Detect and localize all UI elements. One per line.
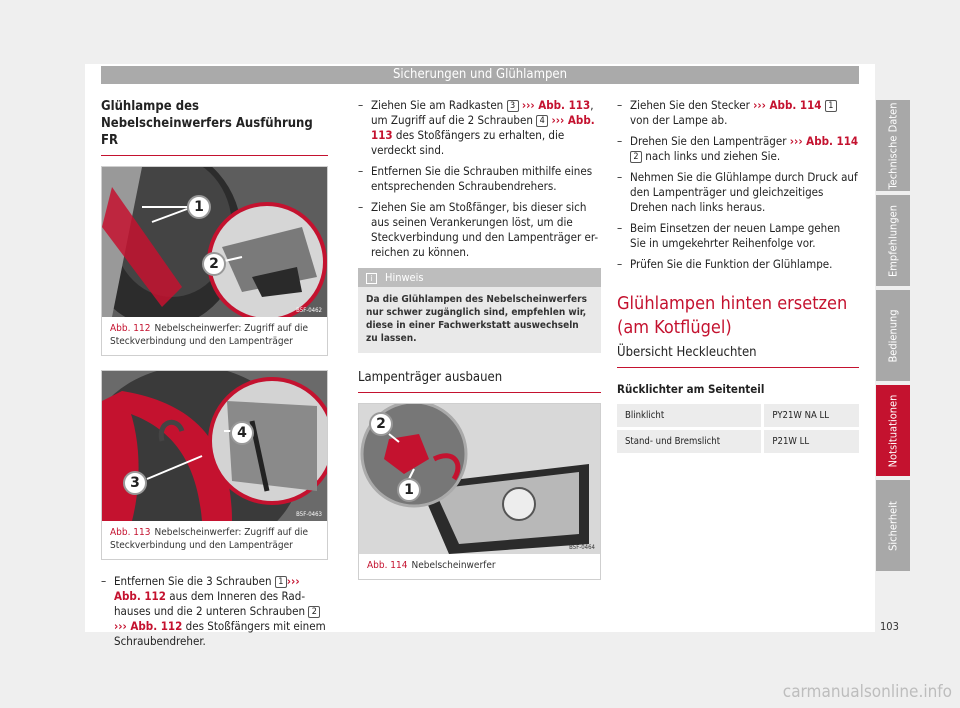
step-list-left: [101, 574, 328, 649]
note-body: Da die Glühlampen des Nebelscheinwerfers nur schwer zugänglich sind, empfehlen wir, diese in einer Fachwerkstatt auswechseln zu lassen.: [366, 294, 587, 344]
callout-1: 1: [187, 195, 211, 219]
column-middle: [358, 98, 601, 580]
table-row: [617, 404, 859, 429]
callout-number: 4: [536, 115, 548, 127]
table-cell: PY21W NA LL: [763, 404, 859, 429]
tab-sicherheit[interactable]: Sicherheit: [876, 480, 910, 571]
step-item: – Nehmen Sie die Glühlampe durch Druck auf den Lampenträger und gleichzeitiges Drehen nach links heraus.: [617, 170, 859, 215]
step-list-right: [617, 98, 859, 272]
figure-code: B5F-0463: [296, 511, 322, 518]
callout-number: 2: [308, 606, 320, 618]
step-item: – Entfernen Sie die 3 Schrauben 1 ››› Abb. 112 aus dem Inneren des Rad-hauses und die 2 unteren Schrauben 2››› Abb. 112 des Stoßfängers mit einem Schraubendreher.: [101, 574, 328, 649]
figure-112-image: [102, 167, 327, 317]
figure-reference-link[interactable]: ››› Abb. 112: [114, 619, 183, 633]
page-number: 103: [880, 620, 899, 633]
step-item: – Beim Einsetzen der neuen Lampe gehen Sie in umgekehrter Reihenfolge vor.: [617, 221, 859, 251]
step-item: – Prüfen Sie die Funktion der Glühlampe.: [617, 257, 859, 272]
figure-label: Abb. 112: [110, 323, 151, 334]
callout-number: 3: [507, 100, 519, 112]
figure-label: Abb. 113: [110, 527, 151, 538]
table-cell: P21W LL: [763, 429, 859, 455]
figure-114-image: [359, 404, 600, 554]
section-heading-rear-bulbs: Glühlampen hinten ersetzen (am Kotflügel): [617, 293, 848, 338]
column-left: [101, 98, 328, 655]
tab-empfehlungen[interactable]: Empfehlungen: [876, 195, 910, 286]
step-item: – Ziehen Sie am Stoßfänger, bis dieser sich aus seinen Verankerungen löst, um die Steckverbindung und den Lampenträger er-reichen zu können.: [358, 200, 601, 260]
figure-114: [358, 403, 601, 580]
figure-113-caption: [102, 521, 327, 559]
figure-114-caption: [359, 554, 600, 579]
step-item: – Drehen Sie den Lampenträger ››› Abb. 114 2 nach links und ziehen Sie.: [617, 134, 859, 164]
callout-3: 3: [123, 471, 147, 495]
figure-code: B5F-0464: [569, 544, 595, 551]
callout-1: 1: [397, 478, 421, 502]
figure-reference-link[interactable]: ››› Abb. 113: [371, 113, 595, 142]
table-row: [617, 429, 859, 455]
callout-2: 2: [369, 412, 393, 436]
note-title: Hinweis: [385, 271, 424, 284]
table-cell: Blinklicht: [617, 404, 763, 429]
figure-code: B5F-0462: [296, 307, 322, 314]
section-heading-lamp-holder: Lampenträger ausbauen: [358, 369, 601, 393]
caption-text: Nebelscheinwerfer: Zugriff auf die Steckverbindung und den Lampenträger: [110, 323, 309, 347]
tab-bedienung[interactable]: Bedienung: [876, 290, 910, 381]
tab-technische-daten[interactable]: Technische Daten: [876, 100, 910, 191]
figure-112: [101, 166, 328, 356]
figure-113-image: [102, 371, 327, 521]
figure-113: [101, 370, 328, 560]
figure-reference-link[interactable]: ››› Abb. 113: [521, 98, 591, 112]
callout-number: 1: [275, 576, 287, 588]
chapter-header: Sicherungen und Glühlampen: [101, 66, 859, 84]
subsection-heading-overview: Übersicht Heckleuchten: [617, 344, 859, 368]
table-title: Rücklichter am Seitenteil: [617, 382, 765, 396]
callout-number: 2: [630, 151, 642, 163]
figure-reference-link[interactable]: ››› Abb. 114: [753, 98, 822, 112]
figure-label: Abb. 114: [367, 560, 408, 571]
note-box: [358, 268, 601, 353]
caption-text: Nebelscheinwerfer: [411, 560, 496, 571]
figure-reference-link[interactable]: ››› Abb. 114: [789, 134, 859, 148]
figure-112-caption: [102, 317, 327, 355]
column-right: [617, 98, 859, 456]
step-item: – Ziehen Sie am Radkasten 3 ››› Abb. 113, um Zugriff auf die 2 Schrauben 4 ››› Abb. 113 des Stoßfängers zu erhalten, die verdeckt sind.: [358, 98, 601, 158]
callout-4: 4: [230, 421, 254, 445]
step-item: – Ziehen Sie den Stecker ››› Abb. 114 1 von der Lampe ab.: [617, 98, 859, 128]
chapter-tabs: [876, 100, 910, 575]
step-list-middle: [358, 98, 601, 260]
watermark: carmanualsonline.info: [782, 682, 952, 702]
info-icon: i: [366, 273, 377, 284]
note-header: [358, 268, 601, 287]
step-item: – Entfernen Sie die Schrauben mithilfe eines entsprechenden Schraubendrehers.: [358, 164, 601, 194]
section-heading-fog-lamp: Glühlampe des Nebelscheinwerfers Ausführung FR: [101, 98, 328, 156]
caption-text: Nebelscheinwerfer: Zugriff auf die Steckverbindung und den Lampenträger: [110, 527, 309, 551]
figure-reference-link[interactable]: ››› Abb. 112: [114, 574, 300, 603]
callout-2: 2: [202, 252, 226, 276]
callout-number: 1: [825, 100, 837, 112]
table-cell: Stand- und Bremslicht: [617, 429, 763, 455]
bulb-table: [617, 404, 859, 456]
tab-notsituationen[interactable]: Notsituationen: [876, 385, 910, 476]
